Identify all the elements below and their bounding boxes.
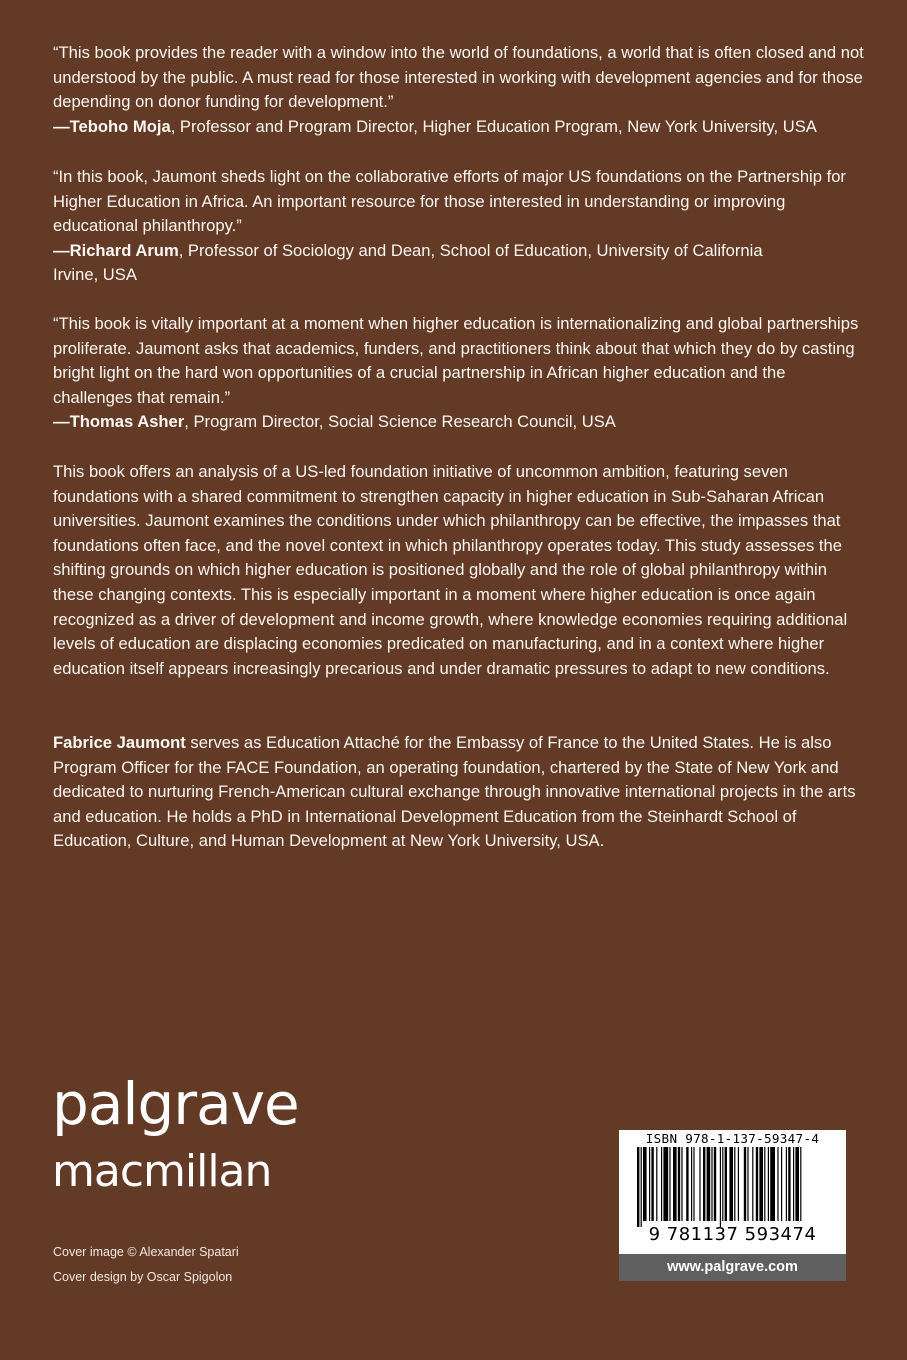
endorser-name: —Richard Arum bbox=[53, 240, 179, 260]
author-bio-text bbox=[53, 731, 868, 854]
book-description bbox=[53, 460, 868, 681]
endorsement-attribution bbox=[53, 239, 793, 288]
endorsement-1 bbox=[53, 41, 868, 139]
endorser-affiliation: , Professor and Program Director, Higher Education Program, New York University, USA bbox=[170, 116, 817, 136]
cover-design-credit: Cover design by Oscar Spigolon bbox=[53, 1270, 233, 1284]
logo-line-palgrave: palgrave bbox=[52, 1070, 299, 1138]
author-name: Fabrice Jaumont bbox=[53, 733, 186, 752]
endorser-affiliation: , Program Director, Social Science Research Council, USA bbox=[184, 412, 616, 432]
description-text: This book offers an analysis of a US-led foundation initiative of uncommon ambition, featuring seven foundations with a shared commitment to strengthen capacity in higher education in Sub-Saharan African universities. Jaumont examines the conditions under which philanthropy can be effective, the impasses that foundations often face, and the novel context in which philanthropy operates today. This study assesses the shifting grounds on which higher education is positioned globally and the role of global philanthropy within these changing contexts. This is especially important in a moment where higher education is once again recognized as a driver of development and income growth, where knowledge economies requiring additional levels of education are displacing economies predicated on manufacturing, and in a context where higher education itself appears increasingly precarious and under dramatic pressures to adapt to new conditions. bbox=[53, 462, 848, 678]
author-bio bbox=[53, 731, 868, 854]
barcode-icon bbox=[619, 1147, 846, 1227]
endorsement-quote: “This book provides the reader with a window into the world of foundations, a world that is often closed and not understood by the public. A must read for those interested in working with development agencies and for those depending on donor funding for development.” bbox=[53, 43, 864, 112]
endorsement-3 bbox=[53, 312, 868, 435]
endorsement-quote: “In this book, Jaumont sheds light on the collaborative efforts of major US foundations on the Partnership for Higher Education in Africa. An important resource for those interested in understanding or improving educational philanthropy.” bbox=[53, 167, 846, 236]
endorser-affiliation: , Professor of Sociology and Dean, School of Education, University of California Irvine, USA bbox=[53, 240, 763, 285]
isbn-barcode-box bbox=[619, 1130, 846, 1281]
endorser-name: —Teboho Moja bbox=[53, 116, 171, 136]
isbn-label: ISBN 978-1-137-59347-4 bbox=[645, 1131, 820, 1146]
logo-line-macmillan: macmillan bbox=[52, 1146, 272, 1197]
endorser-name: —Thomas Asher bbox=[53, 412, 185, 432]
endorsement-attribution bbox=[53, 410, 868, 435]
endorsement-2 bbox=[53, 165, 868, 288]
endorsement-quote: “This book is vitally important at a moment when higher education is internationalizing and global partnerships proliferate. Jaumont asks that academics, funders, and practitioners think about that which they do by casting bright light on the hard won opportunities of a crucial partnership in African higher education and the challenges that remain.” bbox=[53, 314, 859, 407]
endorsement-attribution bbox=[53, 115, 868, 140]
publisher-website: www.palgrave.com bbox=[619, 1254, 846, 1281]
ean-digits: 9 781137 593474 bbox=[648, 1224, 817, 1245]
author-bio-body: serves as Education Attaché for the Embassy of France to the United States. He is also Program Officer for the FACE Foundation, an operating foundation, chartered by the State of New York and dedicated to nurturing French-American cultural exchange through innovative international projects in the arts and education. He holds a PhD in International Development Education from the Steinhardt School of Education, Culture, and Human Development at New York University, USA. bbox=[53, 733, 856, 851]
cover-image-credit: Cover image © Alexander Spatari bbox=[53, 1245, 239, 1259]
